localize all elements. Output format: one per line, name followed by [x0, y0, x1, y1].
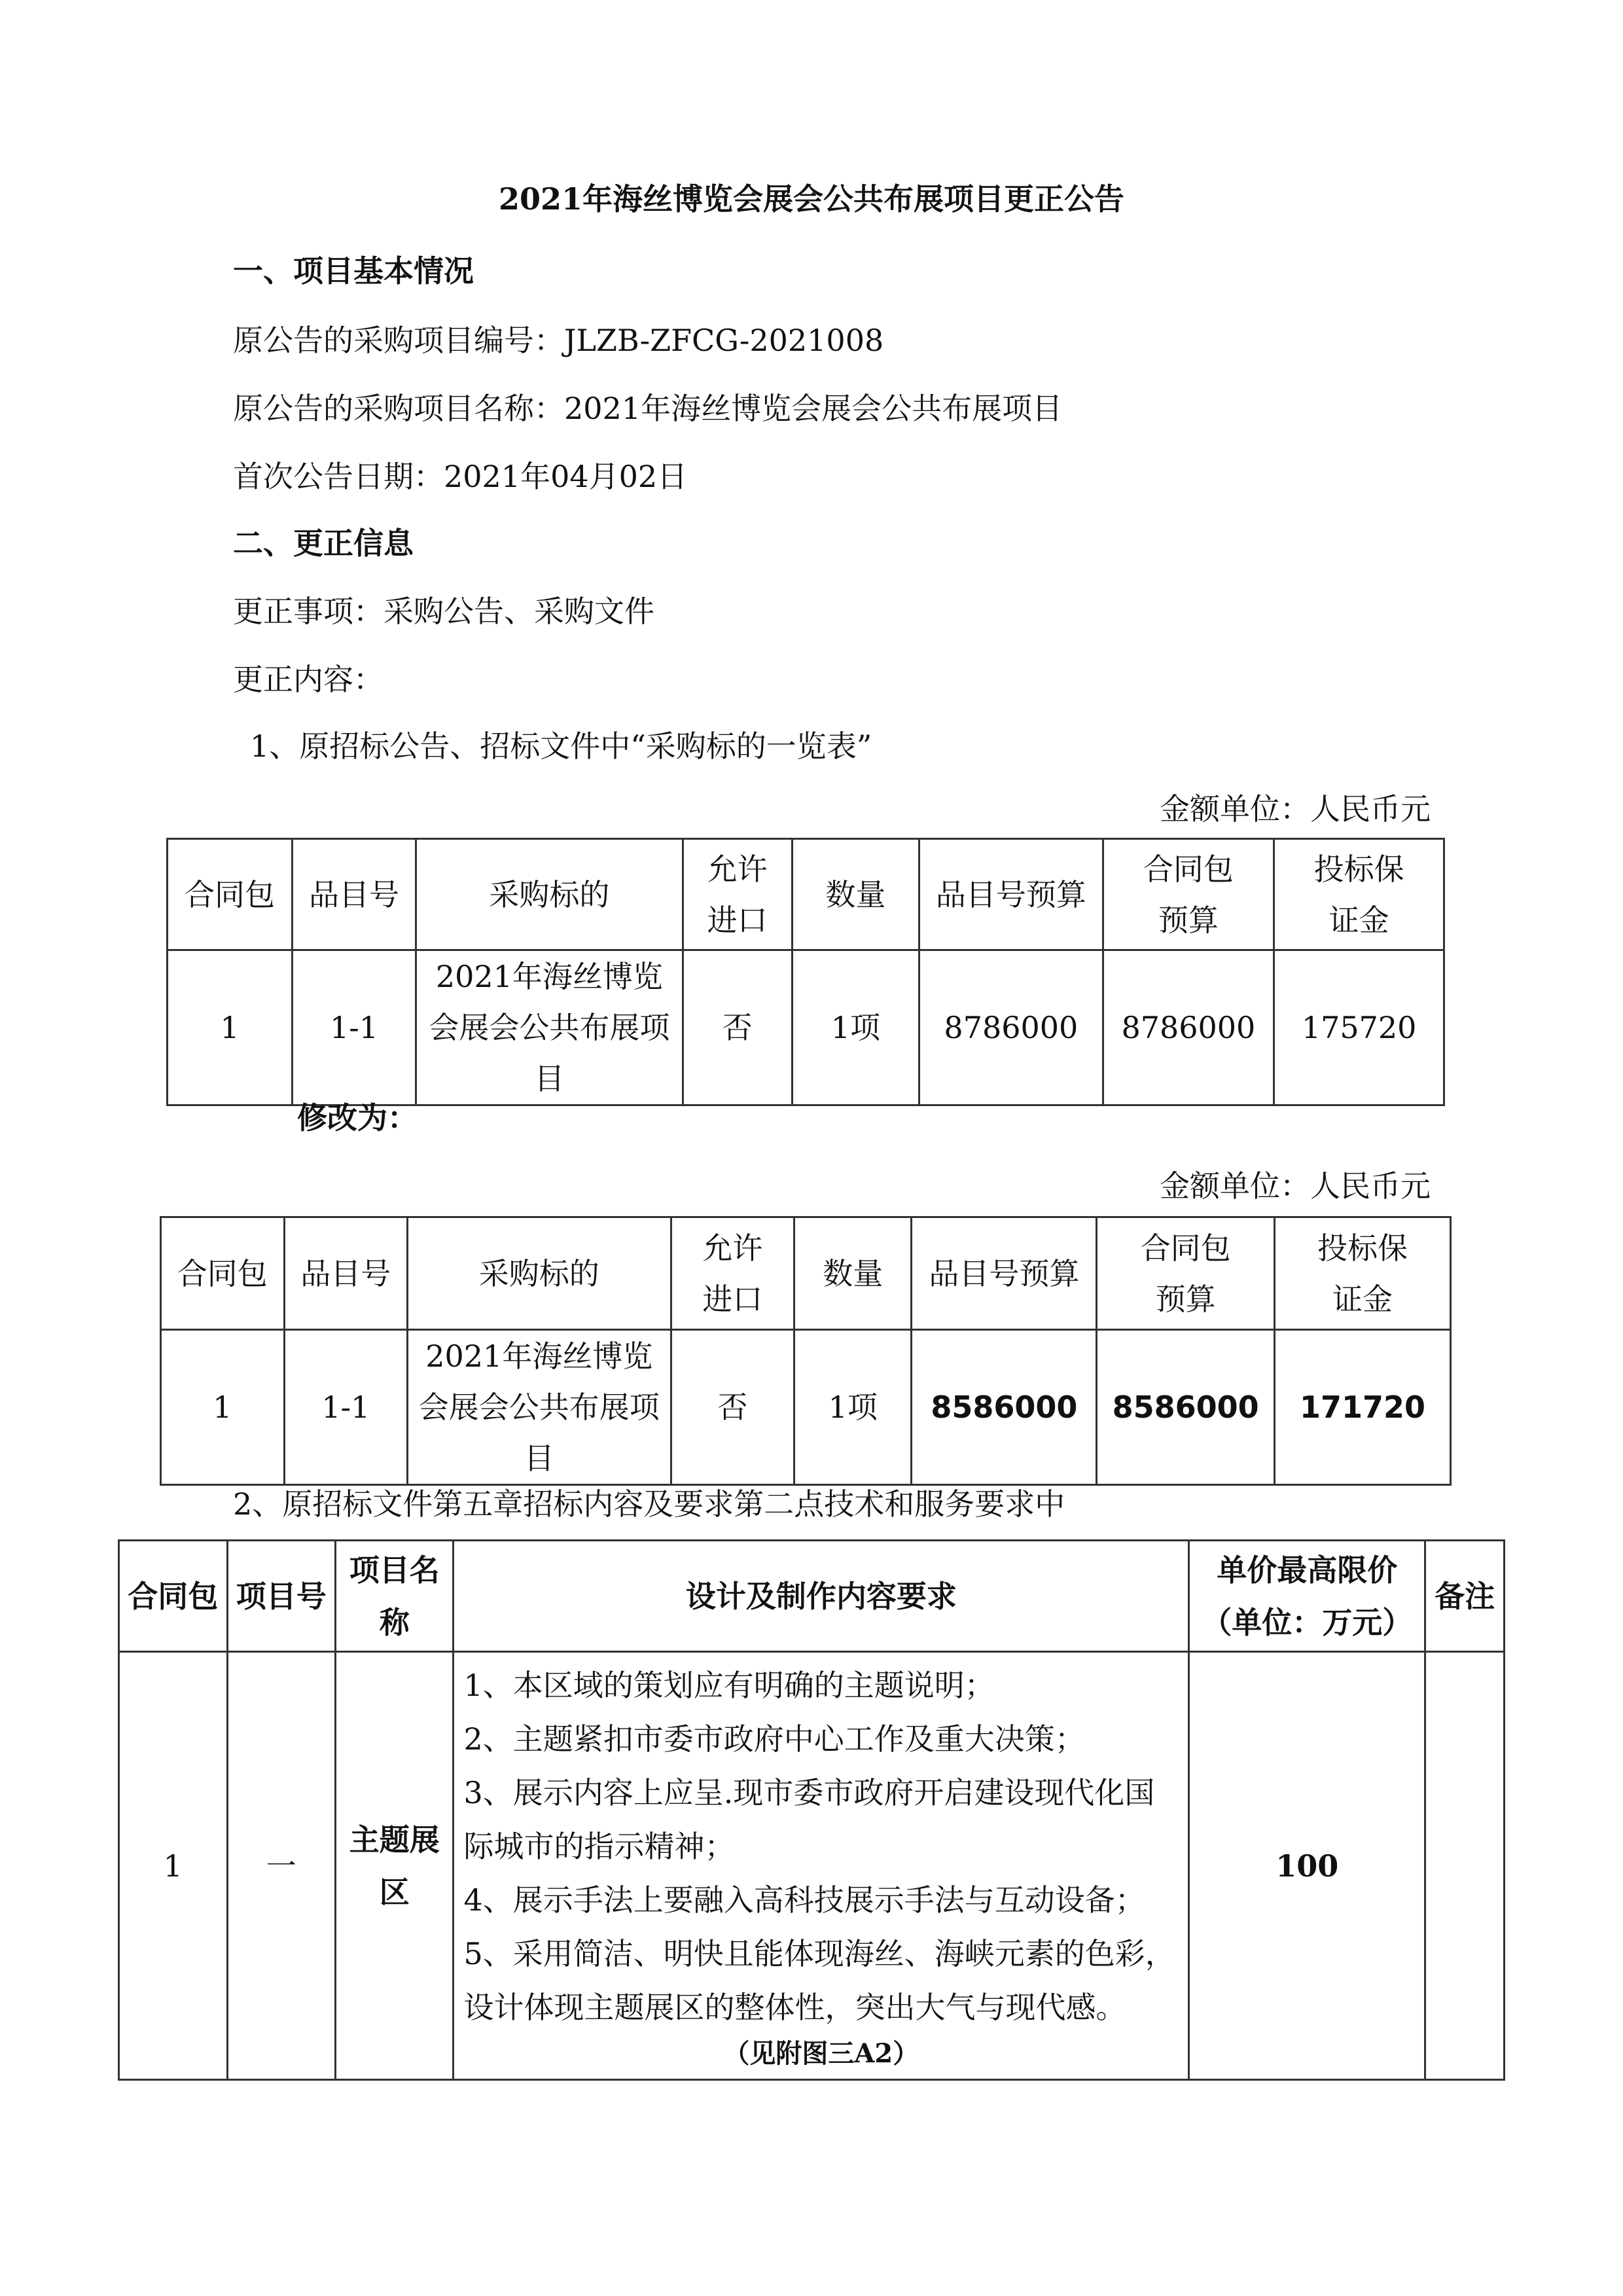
header-cell: 备注 — [1425, 1541, 1505, 1652]
header-cell: 品目号预算 — [919, 839, 1103, 950]
revised-label: 修改为： — [297, 1100, 418, 1136]
section2-heading: 二、更正信息 — [233, 526, 414, 561]
change-items: 更正事项：采购公告、采购文件 — [233, 594, 654, 629]
requirement-note: （见附图三A2） — [723, 2037, 919, 2069]
table-cell: 100 — [1189, 1652, 1425, 2080]
header-cell: 采购标的 — [416, 839, 683, 950]
requirement-line: 5、采用简洁、明快且能体现海丝、海峡元素的色彩，设计体现主题展区的整体性，突出大气与现代感。 — [463, 1935, 1175, 2025]
header-cell: 允许 进口 — [671, 1217, 794, 1330]
header-cell: 投标保 证金 — [1274, 839, 1444, 950]
revised-table — [160, 1216, 1452, 1486]
header-cell: 品目号 — [292, 839, 416, 950]
header-cell: 合同包 — [161, 1217, 285, 1330]
header-cell: 合同包 预算 — [1103, 839, 1274, 950]
table-cell — [1425, 1652, 1505, 2080]
table-cell: 2021年海丝博览会展会公共布展项目 — [416, 950, 683, 1105]
section1-heading: 一、项目基本情况 — [233, 253, 474, 289]
table-cell: 8586000 — [1097, 1330, 1275, 1485]
table-cell: 171720 — [1275, 1330, 1451, 1485]
document-title: 2021年海丝博览会展会公共布展项目更正公告 — [498, 181, 1125, 217]
header-cell: 设计及制作内容要求 — [454, 1541, 1189, 1652]
header-cell: 品目号预算 — [912, 1217, 1097, 1330]
table-cell: 8786000 — [919, 950, 1103, 1105]
amount-unit-1: 金额单位：人民币元 — [1160, 791, 1431, 827]
header-cell: 项目名称 — [336, 1541, 454, 1652]
table-cell: 8586000 — [912, 1330, 1097, 1485]
header-cell: 允许 进口 — [683, 839, 792, 950]
change-content-label: 更正内容： — [233, 662, 383, 697]
header-cell: 数量 — [794, 1217, 912, 1330]
requirement-line: 1、本区域的策划应有明确的主题说明； — [463, 1667, 995, 1703]
table-cell: 否 — [683, 950, 792, 1105]
table-cell: 1 — [119, 1652, 228, 2080]
table-cell: 1 — [168, 950, 293, 1105]
table-cell: 2021年海丝博览会展会公共布展项目 — [408, 1330, 671, 1485]
header-cell: 数量 — [792, 839, 919, 950]
header-cell: 合同包 预算 — [1097, 1217, 1275, 1330]
requirement-line: 2、主题紧扣市委市政府中心工作及重大决策； — [463, 1721, 1085, 1757]
requirement-line: 3、展示内容上应呈.现市委市政府开启建设现代化国际城市的指示精神； — [463, 1774, 1155, 1864]
table-cell: 1 — [161, 1330, 285, 1485]
table-cell: 1-1 — [284, 1330, 408, 1485]
table-cell: 1项 — [792, 950, 919, 1105]
table-cell: 1-1 — [292, 950, 416, 1105]
table-cell: 主题展区 — [336, 1652, 454, 2080]
header-cell: 合同包 — [168, 839, 293, 950]
item2-text: 2、原招标文件第五章招标内容及要求第二点技术和服务要求中 — [233, 1486, 1065, 1522]
requirements-cell — [454, 1652, 1189, 2080]
table-cell: 一 — [227, 1652, 336, 2080]
header-cell: 合同包 — [119, 1541, 228, 1652]
amount-unit-2: 金额单位：人民币元 — [1160, 1168, 1431, 1204]
project-number: 原公告的采购项目编号：JLZB-ZFCG-2021008 — [233, 323, 884, 358]
header-cell: 单价最高限价（单位：万元） — [1189, 1541, 1425, 1652]
table-cell: 否 — [671, 1330, 794, 1485]
table-cell: 175720 — [1274, 950, 1444, 1105]
item1-text: 1、原招标公告、招标文件中“采购标的一览表” — [250, 728, 872, 764]
project-name: 原公告的采购项目名称：2021年海丝博览会展会公共布展项目 — [233, 391, 1063, 426]
original-table — [166, 838, 1445, 1106]
requirements-table — [118, 1539, 1505, 2081]
table-cell: 1项 — [794, 1330, 912, 1485]
table-cell: 8786000 — [1103, 950, 1274, 1105]
header-cell: 项目号 — [227, 1541, 336, 1652]
header-cell: 采购标的 — [408, 1217, 671, 1330]
header-cell: 品目号 — [284, 1217, 408, 1330]
requirement-line: 4、展示手法上要融入高科技展示手法与互动设备； — [463, 1882, 1145, 1918]
first-notice-date: 首次公告日期：2021年04月02日 — [233, 459, 688, 494]
header-cell: 投标保 证金 — [1275, 1217, 1451, 1330]
